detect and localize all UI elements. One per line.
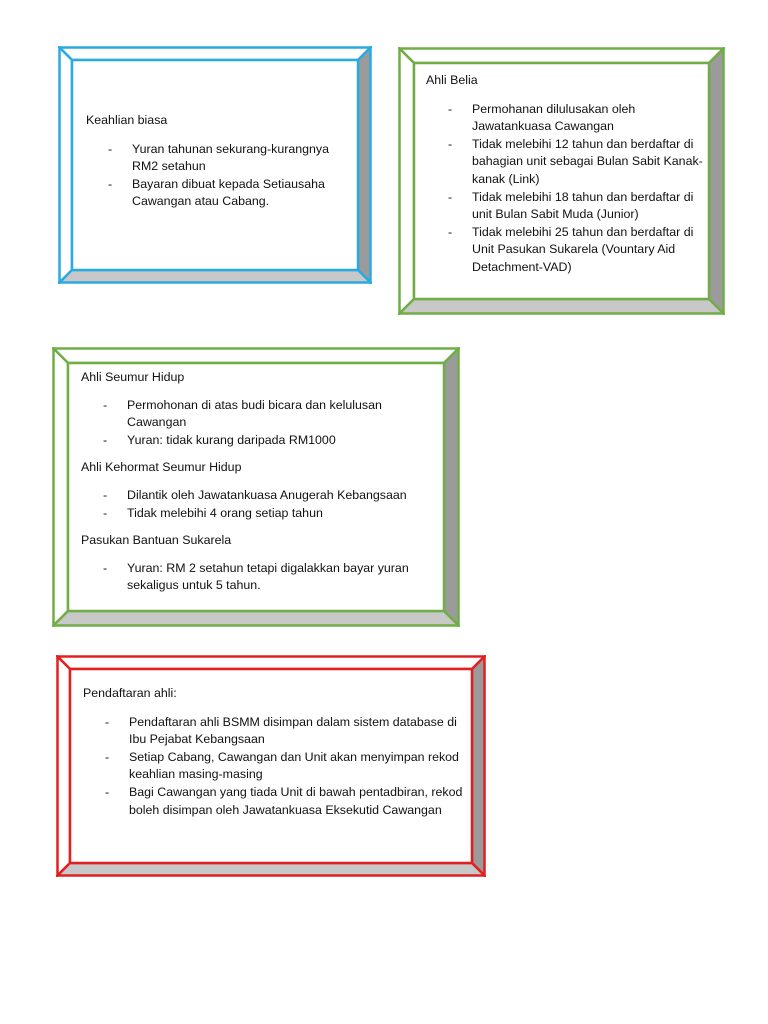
bevel-bottom bbox=[60, 270, 371, 283]
list-item: - Permohanan dilulusakan oleh Jawatankuasa Cawangan bbox=[426, 101, 716, 136]
bevel-top bbox=[54, 349, 459, 364]
list-item: - Tidak melebihi 4 orang setiap tahun bbox=[81, 505, 441, 523]
list-item: - Bagi Cawangan yang tiada Unit di bawah pentadbiran, rekod boleh disimpan oleh Jawatankuasa Eksekutid Cawangan bbox=[83, 784, 463, 819]
ahli-belia-box bbox=[398, 47, 725, 315]
bevel-bottom bbox=[58, 863, 485, 876]
list-item: - Yuran: tidak kurang daripada RM1000 bbox=[81, 432, 441, 450]
bevel-left bbox=[60, 48, 73, 283]
bevel-top bbox=[58, 657, 485, 670]
bevel-top bbox=[60, 48, 371, 61]
list-item: - Yuran tahunan sekurang-kurangnya RM2 setahun bbox=[86, 141, 356, 176]
bevel-right bbox=[358, 48, 371, 283]
keahlian-biasa-list bbox=[86, 141, 356, 211]
list-item: - Tidak melebihi 18 tahun dan berdaftar di unit Bulan Sabit Muda (Junior) bbox=[426, 189, 716, 224]
pendaftaran-ahli-content bbox=[83, 685, 463, 819]
bevel-left bbox=[400, 49, 415, 314]
ahli-kehormat-list bbox=[81, 487, 441, 522]
keahlian-biasa-content bbox=[86, 112, 356, 211]
pendaftaran-ahli-list bbox=[83, 714, 463, 820]
pendaftaran-ahli-heading: Pendaftaran ahli: bbox=[83, 686, 177, 700]
bevel-bottom bbox=[54, 611, 459, 626]
ahli-seumur-hidup-heading: Ahli Seumur Hidup bbox=[81, 370, 185, 384]
ahli-belia-content bbox=[426, 72, 716, 277]
pasukan-bantuan-list bbox=[81, 560, 441, 595]
list-item: - Dilantik oleh Jawatankuasa Anugerah Kebangsaan bbox=[81, 487, 441, 505]
list-item: - Yuran: RM 2 setahun tetapi digalakkan bayar yuran sekaligus untuk 5 tahun. bbox=[81, 560, 441, 595]
bevel-top bbox=[400, 49, 724, 64]
list-item: - Tidak melebihi 25 tahun dan berdaftar di Unit Pasukan Sukarela (Vountary Aid Detachment-VAD) bbox=[426, 224, 716, 277]
pasukan-bantuan-heading: Pasukan Bantuan Sukarela bbox=[81, 533, 232, 548]
bevel-left bbox=[58, 657, 71, 876]
keahlian-biasa-heading: Keahlian biasa bbox=[86, 113, 168, 127]
bevel-right bbox=[444, 349, 459, 626]
ahli-kehormat-heading: Ahli Kehormat Seumur Hidup bbox=[81, 460, 242, 475]
list-item: - Permohonan di atas budi bicara dan kelulusan Cawangan bbox=[81, 397, 441, 432]
ahli-seumur-hidup-box bbox=[52, 347, 460, 627]
bevel-left bbox=[54, 349, 69, 626]
ahli-seumur-hidup-content bbox=[81, 369, 441, 605]
keahlian-biasa-box bbox=[58, 46, 372, 284]
bevel-right bbox=[472, 657, 485, 876]
ahli-belia-heading: Ahli Belia bbox=[426, 73, 478, 87]
list-item: - Tidak melebihi 12 tahun dan berdaftar di bahagian unit sebagai Bulan Sabit Kanak-kanak (Link) bbox=[426, 136, 716, 189]
list-item: - Bayaran dibuat kepada Setiausaha Cawangan atau Cabang. bbox=[86, 176, 356, 211]
pendaftaran-ahli-box bbox=[56, 655, 486, 877]
ahli-seumur-hidup-list bbox=[81, 397, 441, 450]
ahli-belia-list bbox=[426, 101, 716, 277]
list-item: - Setiap Cabang, Cawangan dan Unit akan menyimpan rekod keahlian masing-masing bbox=[83, 749, 463, 784]
bevel-bottom bbox=[400, 299, 724, 314]
list-item: - Pendaftaran ahli BSMM disimpan dalam sistem database di Ibu Pejabat Kebangsaan bbox=[83, 714, 463, 749]
